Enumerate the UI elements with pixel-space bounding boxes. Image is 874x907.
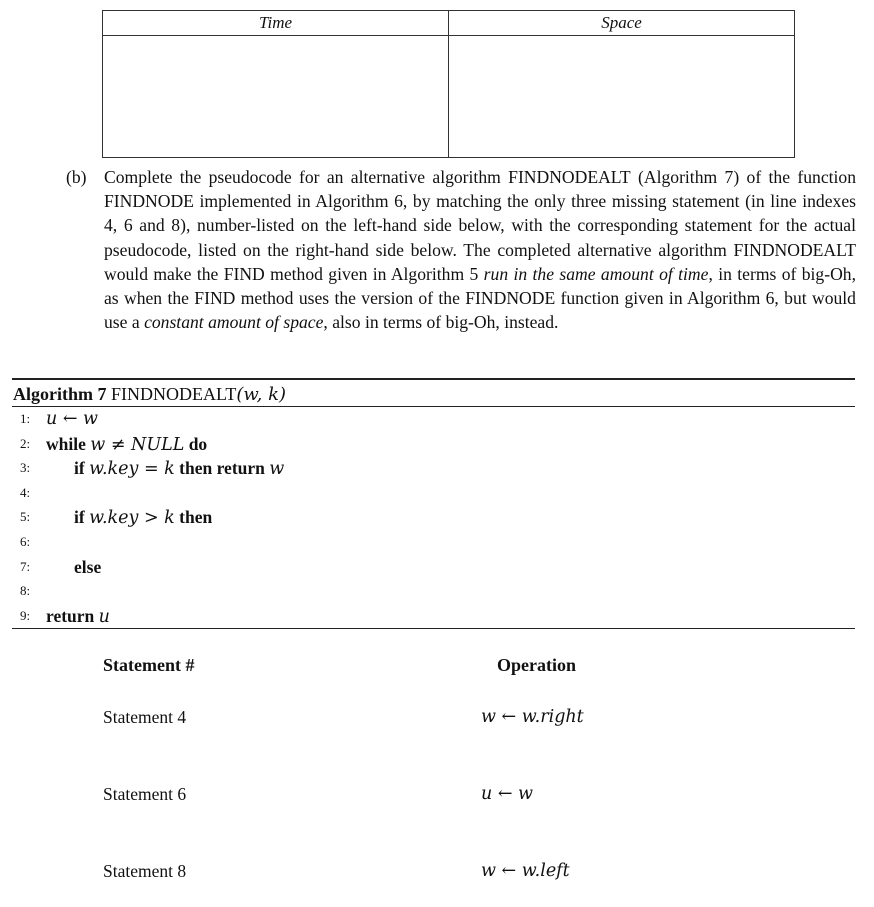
code-text: [46, 432, 207, 458]
part-b-text-9: , also in terms of big-Oh, instead.: [323, 312, 559, 333]
part-b-text-3: implemented in Algorithm 6, by matching the only three missing statement (in line indexes 4, 6 and 8), number-listed on the left-hand side below, with the corresponding statement for the actual pseudocode, listed on the right-hand side below. The completed alternative algorithm: [104, 191, 856, 260]
operation-u-assign-w: u ← w: [481, 784, 534, 804]
question-part-b: [66, 165, 856, 334]
part-b-text-4: would make the: [104, 263, 224, 284]
algorithm-caption: [12, 380, 855, 406]
algorithm-arguments: (w, k): [236, 384, 287, 405]
code-text: [74, 456, 284, 482]
line-number: 3:: [20, 460, 31, 476]
emphasis-same-time: run in the same amount of time: [483, 263, 709, 284]
operation-w-right: w ← w.right: [481, 707, 584, 727]
code-line-6-blank: [12, 530, 855, 555]
keyword-then-return: then return: [179, 458, 265, 479]
line-number: 1:: [20, 411, 31, 426]
keyword-if: if: [74, 458, 85, 479]
condition: w.key > k: [89, 508, 175, 529]
code-line-1: [12, 407, 855, 432]
code-line-8-blank: [12, 579, 855, 604]
algorithm-function-name: FINDNODEALT: [111, 384, 237, 404]
line-number: 8:: [20, 583, 31, 599]
code-line-7: [12, 555, 855, 580]
line-number: 4:: [20, 484, 31, 500]
statement-6: Statement 6: [103, 784, 187, 804]
fn-find: FIND: [223, 263, 265, 284]
keyword-then: then: [179, 507, 213, 528]
part-b-text-2: (Algorithm 7) of the function: [630, 167, 857, 187]
operation-w-left: w ← w.left: [481, 861, 570, 881]
keyword-do: do: [188, 433, 208, 454]
keyword-else: else: [74, 556, 102, 577]
keyword-if: if: [74, 507, 85, 528]
complexity-table: [102, 10, 795, 158]
part-b-text-7: method uses the version of the: [235, 288, 466, 309]
time-column-header: Time: [103, 11, 449, 36]
part-b-text-1: Complete the pseudocode for an alternative algorithm: [104, 167, 509, 187]
fn-findnode: FINDNODE: [104, 191, 194, 212]
statement-column-header: Statement #: [103, 655, 195, 675]
part-b-text-8: function given in Algorithm 6, but would use a: [104, 288, 856, 333]
fn-find-2: FIND: [194, 288, 236, 309]
space-answer-cell: [449, 36, 795, 158]
code-text: [74, 505, 212, 531]
code-line-2: [12, 432, 855, 457]
line-number: 9:: [20, 607, 31, 623]
code-text: [74, 555, 101, 580]
part-b-text-5: method given in Algorithm 5: [264, 263, 484, 284]
statement-4: Statement 4: [103, 707, 187, 727]
return-value: u: [98, 606, 110, 627]
fn-findnodealt-2: FINDNODEALT: [733, 239, 856, 260]
part-b-text-6: , in terms of big-Oh, as when the: [104, 263, 856, 309]
keyword-return: return: [46, 605, 95, 626]
algorithm-bottom-rule: [12, 628, 855, 629]
line-number: 7:: [20, 558, 31, 574]
line-number: 2:: [20, 435, 31, 451]
algorithm-7-block: [12, 378, 855, 629]
time-answer-cell: [103, 36, 449, 158]
line-number: 5:: [20, 509, 31, 525]
algorithm-label: Algorithm 7: [13, 384, 107, 404]
part-b-text: [104, 165, 856, 334]
condition: w ≠ NULL: [90, 434, 185, 455]
fn-findnodealt: FINDNODEALT: [508, 167, 631, 187]
space-column-header: Space: [449, 11, 795, 36]
statement-8: Statement 8: [103, 861, 187, 881]
code-text: [46, 604, 110, 630]
return-value: w: [269, 459, 285, 480]
code-line-3: [12, 456, 855, 481]
operation-column-header: Operation: [497, 655, 576, 675]
code-text: u ← w: [46, 409, 99, 429]
condition: w.key = k: [89, 459, 175, 480]
part-b-label: (b): [66, 167, 87, 187]
code-line-9: [12, 604, 855, 629]
code-line-5: [12, 505, 855, 530]
fn-findnode-2: FINDNODE: [465, 288, 556, 309]
code-line-4-blank: [12, 481, 855, 506]
keyword-while: while: [46, 433, 86, 454]
emphasis-constant-space: constant amount of space: [144, 312, 324, 333]
line-number: 6:: [20, 533, 31, 549]
